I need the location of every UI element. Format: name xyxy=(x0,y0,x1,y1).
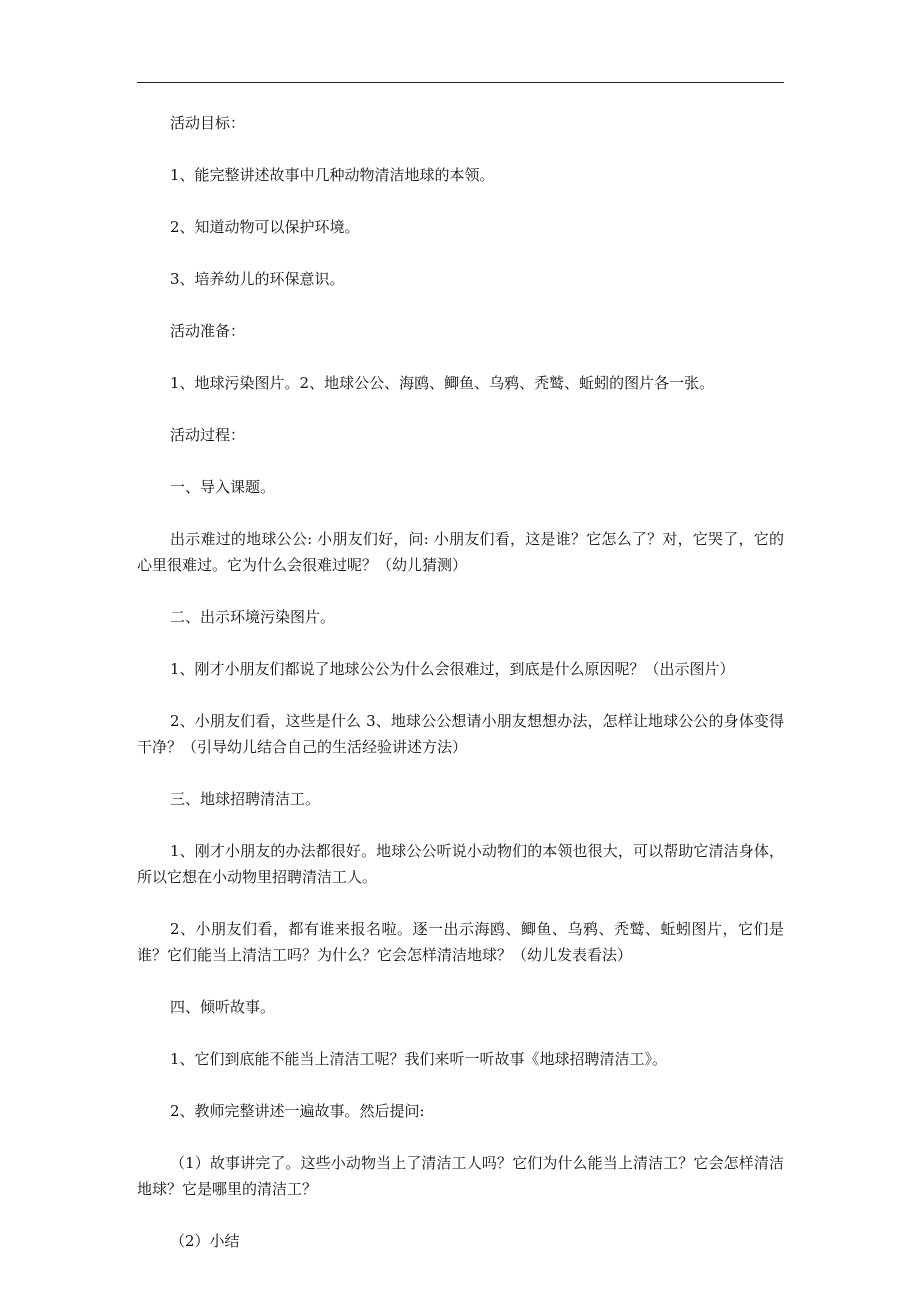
paragraph-spacer xyxy=(137,968,784,994)
paragraph-spacer xyxy=(137,500,784,526)
paragraph-spacer xyxy=(137,396,784,422)
section-heading-preparation: 活动准备： xyxy=(170,322,246,340)
paragraph-spacer xyxy=(137,578,784,604)
step-body: 2、教师完整讲述一遍故事。然后提问: xyxy=(170,1102,425,1120)
section-heading-goals: 活动目标： xyxy=(170,114,246,132)
document-body xyxy=(137,110,784,1254)
step-body: 1、它们到底能不能当上清洁工呢？我们来听一听故事《地球招聘清洁工》。 xyxy=(170,1050,668,1068)
step-heading: 三、地球招聘清洁工。 xyxy=(170,790,321,808)
paragraph-spacer xyxy=(137,682,784,708)
paragraph-spacer xyxy=(137,344,784,370)
summary-item: （2）小结 xyxy=(170,1232,240,1250)
step-body: 1、刚才小朋友的办法都很好。地球公公听说小动物们的本领也很大，可以帮助它清洁身体，所以它想在小动物里招聘清洁工人。 xyxy=(137,842,784,886)
step-body: 2、小朋友们看，这些是什么 3、地球公公想请小朋友想想办法，怎样让地球公公的身体变得干净？（引导幼儿结合自己的生活经验讲述方法） xyxy=(137,712,784,756)
goal-item: 1、能完整讲述故事中几种动物清洁地球的本领。 xyxy=(170,166,495,184)
paragraph-spacer xyxy=(137,1072,784,1098)
paragraph-spacer xyxy=(137,760,784,786)
step-heading: 二、出示环境污染图片。 xyxy=(170,608,336,626)
paragraph-spacer xyxy=(137,812,784,838)
paragraph-spacer xyxy=(137,630,784,656)
header-rule xyxy=(137,82,784,83)
section-heading-process: 活动过程： xyxy=(170,426,246,444)
step-body: 1、刚才小朋友们都说了地球公公为什么会很难过，到底是什么原因呢？（出示图片） xyxy=(170,660,735,678)
step-heading: 一、导入课题。 xyxy=(170,478,276,496)
paragraph-spacer xyxy=(137,890,784,916)
step-body: 出示难过的地球公公: 小朋友们好，问: 小朋友们看，这是谁？它怎么了？对，它哭了，它的心里很难过。它为什么会很难过呢？（幼儿猜测） xyxy=(137,530,784,574)
preparation-item: 1、地球污染图片。2、地球公公、海鸥、鲫鱼、乌鸦、秃鹫、蚯蚓的图片各一张。 xyxy=(170,374,715,392)
step-body: 2、小朋友们看，都有谁来报名啦。逐一出示海鸥、鲫鱼、乌鸦、秃鹫、蚯蚓图片，它们是谁？它们能当上清洁工吗？为什么？它会怎样清洁地球？（幼儿发表看法） xyxy=(137,920,784,964)
paragraph-spacer xyxy=(137,136,784,162)
goal-item: 3、培养幼儿的环保意识。 xyxy=(170,270,345,288)
paragraph-spacer xyxy=(137,188,784,214)
question-item: （1）故事讲完了。这些小动物当上了清洁工人吗？它们为什么能当上清洁工？它会怎样清洁地球？它是哪里的清洁工？ xyxy=(137,1154,784,1198)
goal-item: 2、知道动物可以保护环境。 xyxy=(170,218,360,236)
paragraph-spacer xyxy=(137,1202,784,1228)
paragraph-spacer xyxy=(137,240,784,266)
paragraph-spacer xyxy=(137,448,784,474)
paragraph-spacer xyxy=(137,1124,784,1150)
paragraph-spacer xyxy=(137,292,784,318)
paragraph-spacer xyxy=(137,1020,784,1046)
step-heading: 四、倾听故事。 xyxy=(170,998,276,1016)
